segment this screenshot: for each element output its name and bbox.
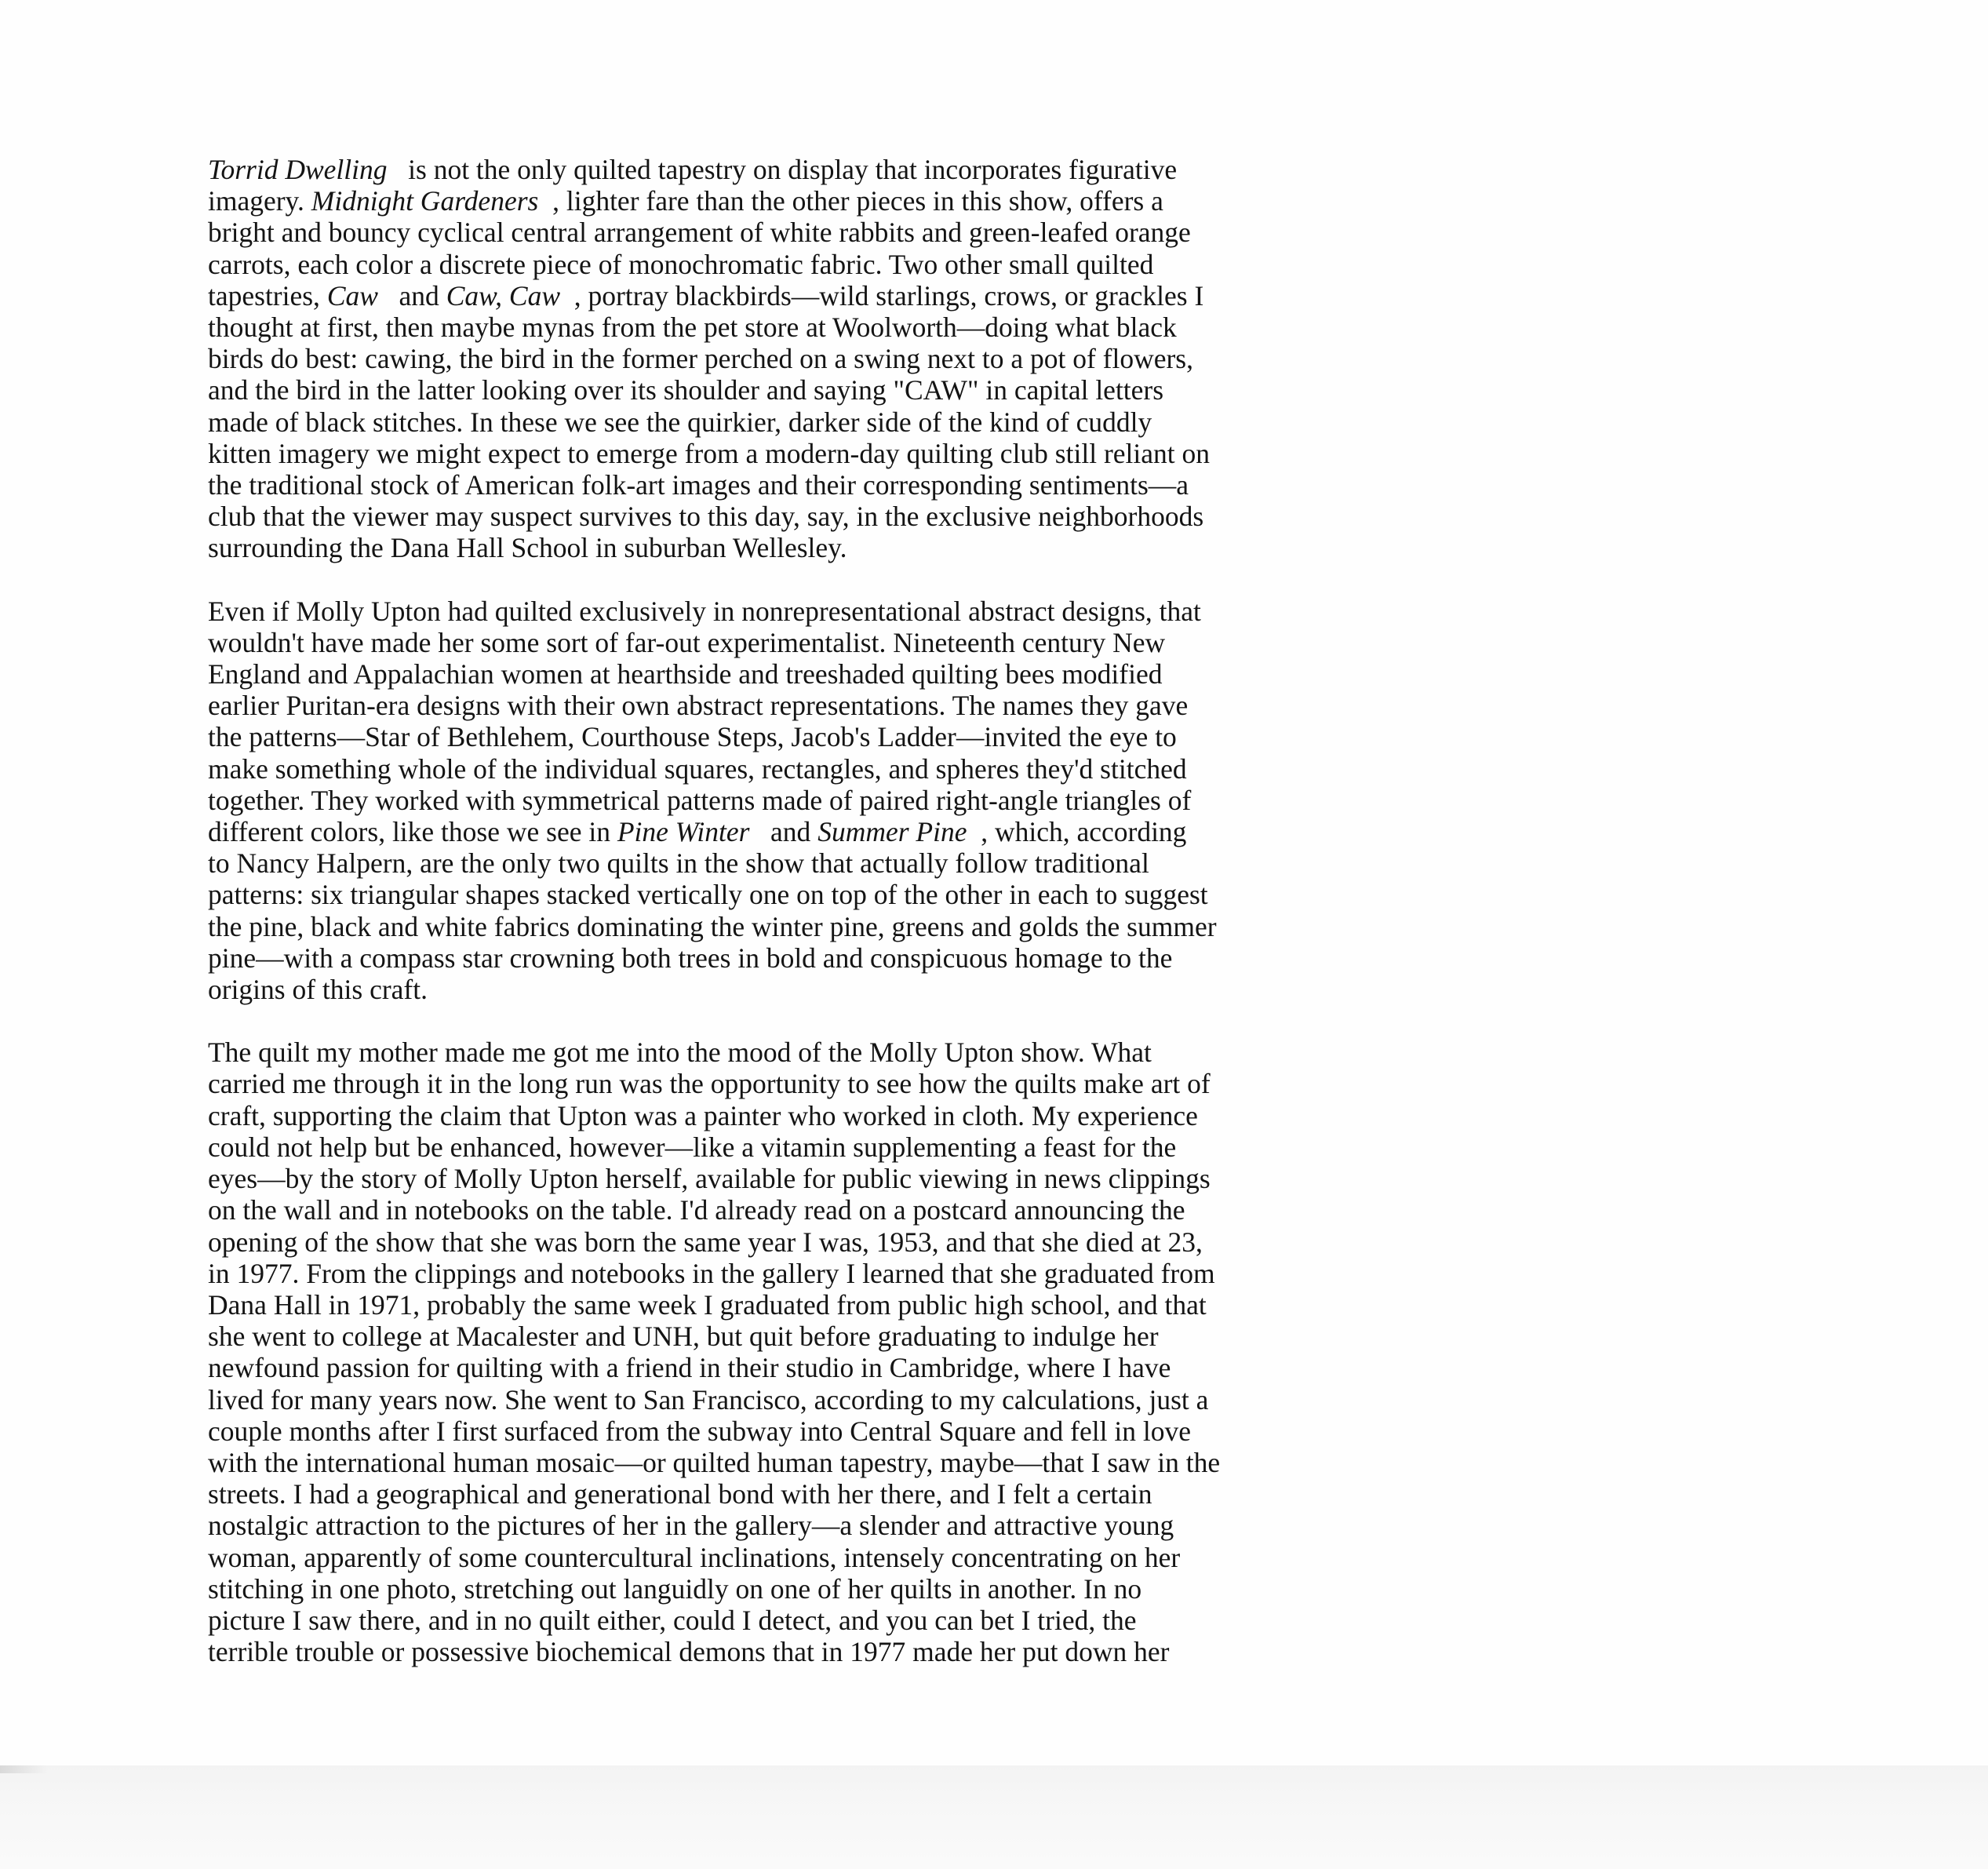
- italic-title: Pine Winter: [617, 816, 750, 848]
- text-run: different colors, like those we see in: [208, 816, 617, 848]
- text-run: tapestries,: [208, 279, 327, 312]
- italic-title: Torrid Dwelling: [208, 154, 388, 185]
- text-run: on the wall and in notebooks on the table. I'd already read on a postcard announcing the: [208, 1194, 1185, 1226]
- text-line: [208, 532, 1338, 563]
- text-run: and: [377, 279, 446, 312]
- italic-title: Caw: [326, 279, 378, 312]
- text-run: streets. I had a geographical and generational bond with her there, and I felt a certain: [208, 1478, 1152, 1510]
- text-line: [208, 154, 1338, 185]
- text-line: [208, 185, 1338, 217]
- text-run: make something whole of the individual squares, rectangles, and spheres they'd stitched: [208, 752, 1187, 785]
- text-line: [208, 1258, 1338, 1289]
- text-line: [208, 1510, 1338, 1541]
- text-run: earlier Puritan-era designs with their own abstract representations. The names they gave: [208, 690, 1189, 722]
- text-run: surrounding the Dana Hall School in suburban Wellesley.: [208, 532, 847, 564]
- text-line: [208, 974, 1338, 1005]
- text-line: [208, 469, 1338, 501]
- italic-title: Summer Pine: [817, 816, 967, 848]
- text-line: [208, 406, 1338, 438]
- text-run: lived for many years now. She went to San Francisco, according to my calculations, just a: [208, 1383, 1209, 1415]
- text-run: nostalgic attraction to the pictures of her in the gallery—a slender and attractive young: [208, 1510, 1174, 1542]
- text-run: opening of the show that she was born the same year I was, 1953, and that she died at 23,: [208, 1226, 1203, 1258]
- text-run: with the international human mosaic—or quilted human tapestry, maybe—that I saw in the: [208, 1446, 1221, 1478]
- text-run: origins of this craft.: [208, 974, 428, 1006]
- text-run: birds do best: cawing, the bird in the former perched on a swing next to a pot of flowers,: [208, 343, 1193, 375]
- text-run: together. They worked with symmetrical patterns made of paired right-angle triangles of: [208, 784, 1192, 816]
- text-run: craft, supporting the claim that Upton was a painter who worked in cloth. My experience: [208, 1099, 1198, 1131]
- text-run: and the bird in the latter looking over its shoulder and saying "CAW" in capital letters: [208, 374, 1164, 406]
- text-run: the patterns—Star of Bethlehem, Courthouse Steps, Jacob's Ladder—invited the eye to: [208, 721, 1177, 753]
- paragraph-3: [208, 1037, 1338, 1667]
- text-line: [208, 721, 1338, 752]
- text-run: Even if Molly Upton had quilted exclusively in nonrepresentational abstract designs, that: [208, 595, 1201, 627]
- text-line: [208, 501, 1338, 532]
- text-run: stitching in one photo, stretching out languidly on one of her quilts in another. In no: [208, 1572, 1142, 1605]
- text-run: she went to college at Macalester and UNH, but quit before graduating to indulge her: [208, 1321, 1159, 1353]
- text-line: [208, 1037, 1338, 1068]
- italic-title: Midnight Gardeners: [311, 185, 539, 217]
- text-line: [208, 1384, 1338, 1415]
- text-line: [208, 1478, 1338, 1510]
- text-line: [208, 1131, 1338, 1163]
- text-run: , portray blackbirds—wild starlings, crows, or grackles I: [560, 279, 1204, 312]
- text-line: [208, 847, 1338, 879]
- text-line: [208, 1068, 1338, 1099]
- text-run: bright and bouncy cyclical central arrangement of white rabbits and green-leafed orange: [208, 217, 1191, 249]
- text-line: [208, 343, 1338, 374]
- text-run: the traditional stock of American folk-art images and their corresponding sentiments—a: [208, 469, 1189, 501]
- text-run: Dana Hall in 1971, probably the same week I graduated from public high school, and that: [208, 1288, 1207, 1321]
- text-line: [208, 217, 1338, 248]
- text-line: [208, 942, 1338, 974]
- text-run: wouldn't have made her some sort of far-out experimentalist. Nineteenth century New: [208, 626, 1166, 658]
- text-run: terrible trouble or possessive biochemical demons that in 1977 made her put down her: [208, 1636, 1170, 1668]
- text-run: kitten imagery we might expect to emerge from a modern-day quilting club still reliant on: [208, 437, 1210, 469]
- text-line: [208, 596, 1338, 627]
- text-line: [208, 1573, 1338, 1605]
- text-run: newfound passion for quilting with a friend in their studio in Cambridge, where I have: [208, 1352, 1171, 1384]
- body-text: [208, 154, 1338, 1699]
- text-line: [208, 1321, 1338, 1352]
- text-line: [208, 911, 1338, 942]
- text-run: The quilt my mother made me got me into the mood of the Molly Upton show. What: [208, 1037, 1152, 1069]
- text-run: woman, apparently of some countercultural inclinations, intensely concentrating on her: [208, 1541, 1181, 1573]
- text-line: [208, 1226, 1338, 1258]
- text-run: is not the only quilted tapestry on display that incorporates figurative: [387, 154, 1178, 185]
- text-run: to Nancy Halpern, are the only two quilts in the show that actually follow traditional: [208, 847, 1149, 880]
- text-run: patterns: six triangular shapes stacked vertically one on top of the other in each to suggest: [208, 879, 1208, 911]
- text-line: [208, 312, 1338, 343]
- text-run: made of black stitches. In these we see the quirkier, darker side of the kind of cuddly: [208, 406, 1152, 438]
- text-line: [208, 1163, 1338, 1194]
- text-run: the pine, black and white fabrics dominating the winter pine, greens and golds the summer: [208, 910, 1217, 942]
- text-line: [208, 1605, 1338, 1636]
- text-run: carried me through it in the long run was the opportunity to see how the quilts make art of: [208, 1068, 1211, 1100]
- text-line: [208, 1636, 1338, 1667]
- text-run: eyes—by the story of Molly Upton herself, available for public viewing in news clippings: [208, 1163, 1211, 1195]
- text-line: [208, 280, 1338, 312]
- text-run: and: [749, 816, 818, 848]
- text-line: [208, 1194, 1338, 1226]
- text-line: [208, 1289, 1338, 1321]
- text-run: carrots, each color a discrete piece of monochromatic fabric. Two other small quilted: [208, 248, 1154, 280]
- text-run: imagery.: [208, 185, 311, 217]
- text-run: England and Appalachian women at hearthside and treeshaded quilting bees modified: [208, 658, 1163, 690]
- text-line: [208, 816, 1338, 847]
- text-line: [208, 249, 1338, 280]
- text-line: [208, 753, 1338, 785]
- text-line: [208, 1542, 1338, 1573]
- text-line: [208, 1352, 1338, 1383]
- text-run: thought at first, then maybe mynas from the pet store at Woolworth—doing what black: [208, 312, 1177, 344]
- text-run: could not help but be enhanced, however—like a vitamin supplementing a feast for the: [208, 1131, 1177, 1163]
- text-line: [208, 658, 1338, 690]
- text-line: [208, 690, 1338, 721]
- text-run: , which, according: [967, 816, 1187, 848]
- scan-edge-mark: [0, 1765, 47, 1773]
- text-line: [208, 438, 1338, 469]
- text-line: [208, 1415, 1338, 1447]
- paragraph-1: [208, 154, 1338, 564]
- text-run: club that the viewer may suspect survives to this day, say, in the exclusive neighborhoods: [208, 501, 1204, 533]
- text-run: in 1977. From the clippings and notebooks in the gallery I learned that she graduated from: [208, 1257, 1215, 1289]
- text-line: [208, 1447, 1338, 1478]
- text-run: , lighter fare than the other pieces in this show, offers a: [538, 185, 1163, 217]
- text-line: [208, 374, 1338, 406]
- text-run: pine—with a compass star crowning both trees in bold and conspicuous homage to the: [208, 942, 1173, 974]
- scan-bottom-shadow: [0, 1765, 1988, 1869]
- text-line: [208, 627, 1338, 658]
- text-line: [208, 1100, 1338, 1131]
- paragraph-2: [208, 596, 1338, 1006]
- text-line: [208, 879, 1338, 910]
- text-line: [208, 785, 1338, 816]
- text-run: couple months after I first surfaced from the subway into Central Square and fell in love: [208, 1415, 1191, 1447]
- italic-title: Caw, Caw: [446, 279, 561, 312]
- text-run: picture I saw there, and in no quilt either, could I detect, and you can bet I tried, the: [208, 1604, 1137, 1636]
